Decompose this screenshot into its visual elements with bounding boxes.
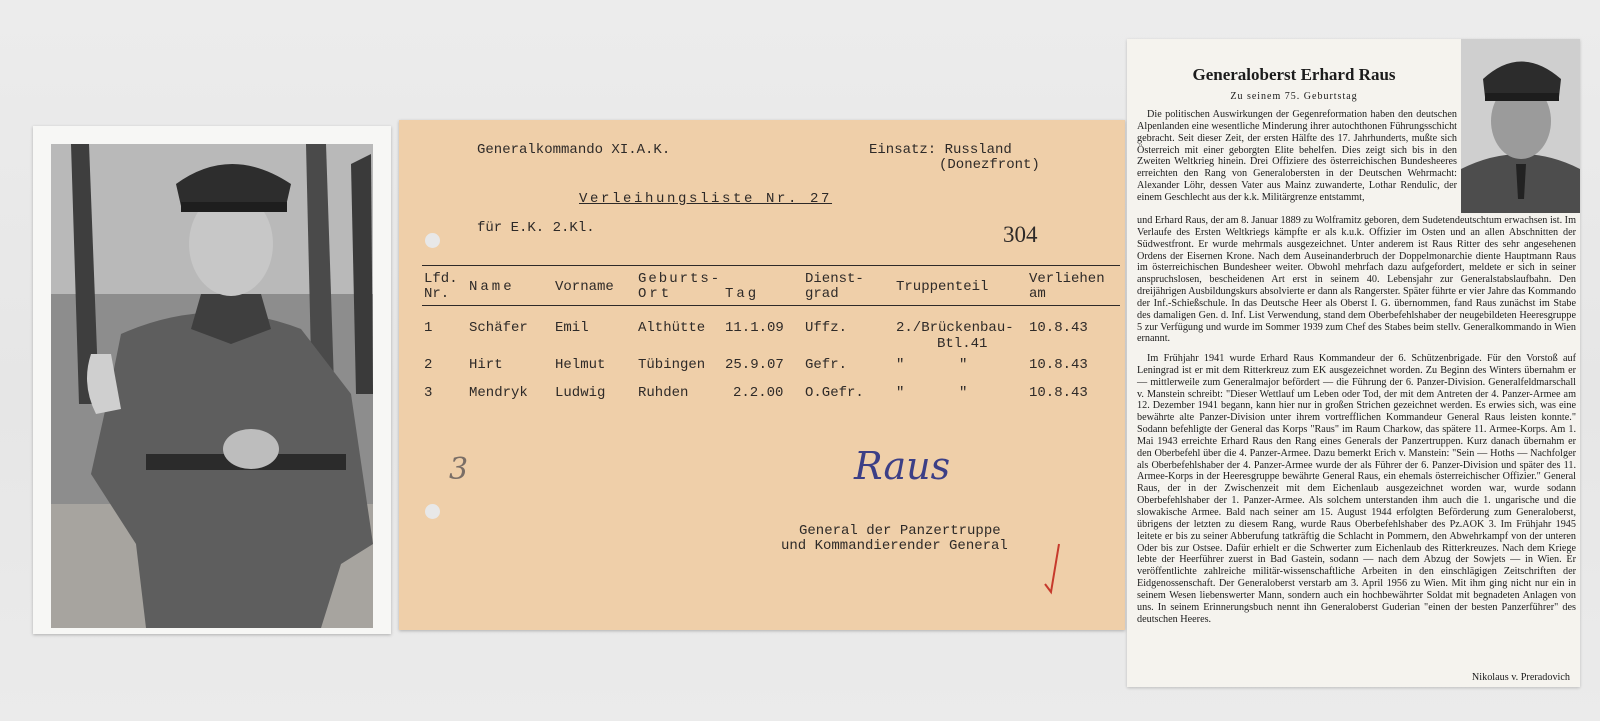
row2-ort: Tübingen xyxy=(638,357,706,373)
card-number: 304 xyxy=(1003,222,1038,247)
signature: Raus xyxy=(854,444,951,488)
row1-name: Schäfer xyxy=(469,320,528,336)
row3-nr: 3 xyxy=(424,385,433,401)
row1-truppe: 2./Brückenbau- xyxy=(896,320,1014,336)
row2-nr: 2 xyxy=(424,357,433,373)
row2-ditto-1: " xyxy=(896,357,905,373)
award-list-card xyxy=(399,120,1125,630)
header-deployment: Einsatz: Russland xyxy=(869,142,1012,158)
punch-hole xyxy=(425,233,440,248)
pencil-mark: 3 xyxy=(449,452,469,487)
row3-name: Mendryk xyxy=(469,385,528,401)
col-am: am xyxy=(1029,286,1046,302)
col-tag: Tag xyxy=(725,286,760,302)
table-rule-top xyxy=(422,265,1120,266)
row3-ditto-1: " xyxy=(896,385,905,401)
clipping-paragraph-1-cont: und Erhard Raus, der am 8. Januar 1889 zu Wolframitz geboren, dem Sudetendeutschtum erwachsen ist. Im Verlaufe des Ersten Weltkriegs kämpfte er als k.u.k. Offizier im Osten und an allen Abschnitten der Südwestfront. Er wurde mehrmals ausgezeichnet. Unter anderem ist Raus Ritter des sehr angesehenen Ordens der Eisernen Krone. Nach dem Auseinanderbruch der Doppelmonarchie diente Hauptmann Raus im österreichischen Bundesheer weiter. Obwohl mehrfach dazu aufgefordert, meldete er sich in seiner anspruchslosen, bescheidenen Art erst in seinem 40. Lebensjahr zur Generalstabslaufbahn. Den dreijährigen Ausbildungskurs absolvierte er dann als Rangerster. Später führte er vier Jahre das Kommando der Inf.-Schießschule. In das Deutsche Heer als Oberst I. G. übernommen, fand Raus zunächst im Stabe des damaligen Gen. d. Inf. List Verwendung, stand dem Oberbefehlshaber der neugebildeten Heeresgruppe 5 zur Verfügung und wurde im Sommer 1939 zum Chef des Stabes beim stellv. Generalkommando in Wien ernannt. xyxy=(1137,215,1576,345)
clipping-subtitle: Zu seinem 75. Geburtstag xyxy=(1230,91,1358,102)
clipping-portrait xyxy=(1461,39,1580,213)
row3-ort: Ruhden xyxy=(638,385,689,401)
row1-truppe-2: Btl.41 xyxy=(937,336,988,352)
list-title: Verleihungsliste Nr. 27 xyxy=(579,191,833,207)
row3-grad: O.Gefr. xyxy=(805,385,864,401)
header-command: Generalkommando XI.A.K. xyxy=(477,142,671,158)
row2-grad: Gefr. xyxy=(805,357,848,373)
col-vorname: Vorname xyxy=(555,279,614,295)
footer-rank: General der Panzertruppe xyxy=(799,523,1001,539)
col-name: Name xyxy=(469,279,515,295)
clipping-paragraph-1: Die politischen Auswirkungen der Gegenreformation haben den deutschen Alpenlanden eine wesentliche Minderung ihrer autochthonen Führungsschicht gebracht. Seit dieser Zeit, der ersten Hälfte des 17. Jahrhunderts, mußte sich Österreich mit einer geborgten Elite behelfen. Dies zeigt sich bis in den Zweiten Weltkrieg hinein. Drei Offiziere des österreichischen Bundesheeres erreichten den Rang von Generalobersten in der Deutschen Wehrmacht: Alexander Löhr, dessen Vater aus Mainz zuwanderte, Lothar Rendulic, der einem Geschlecht aus der k.k. Militärgrenze entstammt, xyxy=(1137,109,1457,203)
row2-name: Hirt xyxy=(469,357,503,373)
row1-ort: Althütte xyxy=(638,320,706,336)
clipping-paragraph-2: Im Frühjahr 1941 wurde Erhard Raus Kommandeur der 6. Schützenbrigade. Für den Vorstoß auf Leningrad ist er mit dem Ritterkreuz zum EK ausgezeichnet worden. Zu Beginn des Winters übernahm er — mittlerweile zum Generalmajor befördert — die Führung der 6. Panzer-Division. Generalfeldmarschall v. Manstein schreibt: "Dieser Wettlauf um Leben oder Tod, der mit dem Antreten der 4. Panzer-Armee am 12. Dezember 1941 begann, kann hier nur in großen Strichen gezeichnet werden. Es erwies sich, was eine bewährte alte Panzer-Division unter ihrem vortrefflichen Kommandeur General Raus leisten konnte." Sodann befehligte der General das Korps "Raus" im Raum Charkow, das spätere 11. Armee-Korps. Am 1. Mai 1943 erreichte Erhard Raus den Rang eines Generals der Panzertruppen. Kurz danach übernahm er den Oberbefehl über die 4. Panzer-Armee. Dazu bemerkt Erich v. Manstein: "Sein — Hoths — Nachfolger als Oberbefehlshaber der 4. Panzer-Armee wurde der als Führer der 6. Panzer-Division und später des 11. Armee-Korps in der Heeresgruppe bewährte General Raus, ein ehemals österreichischer Offizier." General Raus, der in der Zwischenzeit mit dem Eichenlaub ausgezeichnet worden war, wurde sodann Oberbefehlshaber der 1. Panzer-Armee. Als solchem unterstanden ihm auch die 1. ungarische und die slowakische Armee. Bald nach seiner am 15. August 1944 erfolgten Beförderung zum Generaloberst, übrigens der letzten zu diesem Rang, wurde Raus Oberbefehlshaber des Pz.AOK 3. Im Frühjahr 1945 leitete er bis zu seiner Abberufung tatkräftig die Schlacht in Pommern, den Abwehrkampf von der unteren Oder bis zur Ostsee. Dafür erhielt er die Schwerter zum Eichenlaub des Ritterkreuzes. Nach dem Kriege lebte der Heerführer zuerst in Bad Gastein, sodann — nach dem Abzug der Sowjets — in Wien. Er veröffentlichte zahlreiche militär-wissenschaftliche Arbeiten in den einschlägigen Zeitschriften der Eidgenossenschaft. Der Generaloberst verstarb am 3. April 1956 zu Wien. Mit ihm ging nicht nur ein in seinem Wesen liebenswerter Mann, sondern auch ein hochbewährter Soldat mit begnadeten Anlagen von uns. In seinem Erinnerungsbuch nennt ihn Generaloberst Guderian "einen der besten Panzerführer" des deutschen Heeres. xyxy=(1137,353,1576,625)
col-lfd: Lfd. xyxy=(424,271,458,287)
row3-ditto-2: " xyxy=(959,385,968,401)
row1-grad: Uffz. xyxy=(805,320,848,336)
officer-figure-illustration xyxy=(51,144,373,628)
col-geburts: Geburts- xyxy=(638,271,722,287)
col-nr: Nr. xyxy=(424,286,450,302)
row1-nr: 1 xyxy=(424,320,433,336)
row2-vorname: Helmut xyxy=(555,357,606,373)
col-truppenteil: Truppenteil xyxy=(896,279,989,295)
red-check-mark-icon xyxy=(1039,540,1069,600)
col-grad: grad xyxy=(805,286,839,302)
col-verliehen: Verliehen xyxy=(1029,271,1105,287)
award-class: für E.K. 2.Kl. xyxy=(477,220,595,236)
newspaper-clipping xyxy=(1127,39,1580,687)
photo-image xyxy=(51,144,373,628)
row2-tag: 25.9.07 xyxy=(725,357,784,373)
row2-am: 10.8.43 xyxy=(1029,357,1088,373)
row2-ditto-2: " xyxy=(959,357,968,373)
col-dienst: Dienst- xyxy=(805,271,864,287)
col-ort: Ort xyxy=(638,286,673,302)
row3-vorname: Ludwig xyxy=(555,385,606,401)
portrait-illustration xyxy=(1461,39,1580,213)
row1-am: 10.8.43 xyxy=(1029,320,1088,336)
footer-role: und Kommandierender General xyxy=(781,538,1008,554)
row3-am: 10.8.43 xyxy=(1029,385,1088,401)
clipping-author: Nikolaus v. Preradovich xyxy=(1471,672,1570,683)
officer-photograph xyxy=(33,126,391,634)
row1-vorname: Emil xyxy=(555,320,589,336)
row3-tag: 2.2.00 xyxy=(733,385,784,401)
punch-hole xyxy=(425,504,440,519)
header-front: (Donezfront) xyxy=(939,157,1040,173)
table-rule-header xyxy=(422,305,1120,306)
row1-tag: 11.1.09 xyxy=(725,320,784,336)
clipping-title: Generaloberst Erhard Raus xyxy=(1192,65,1396,84)
